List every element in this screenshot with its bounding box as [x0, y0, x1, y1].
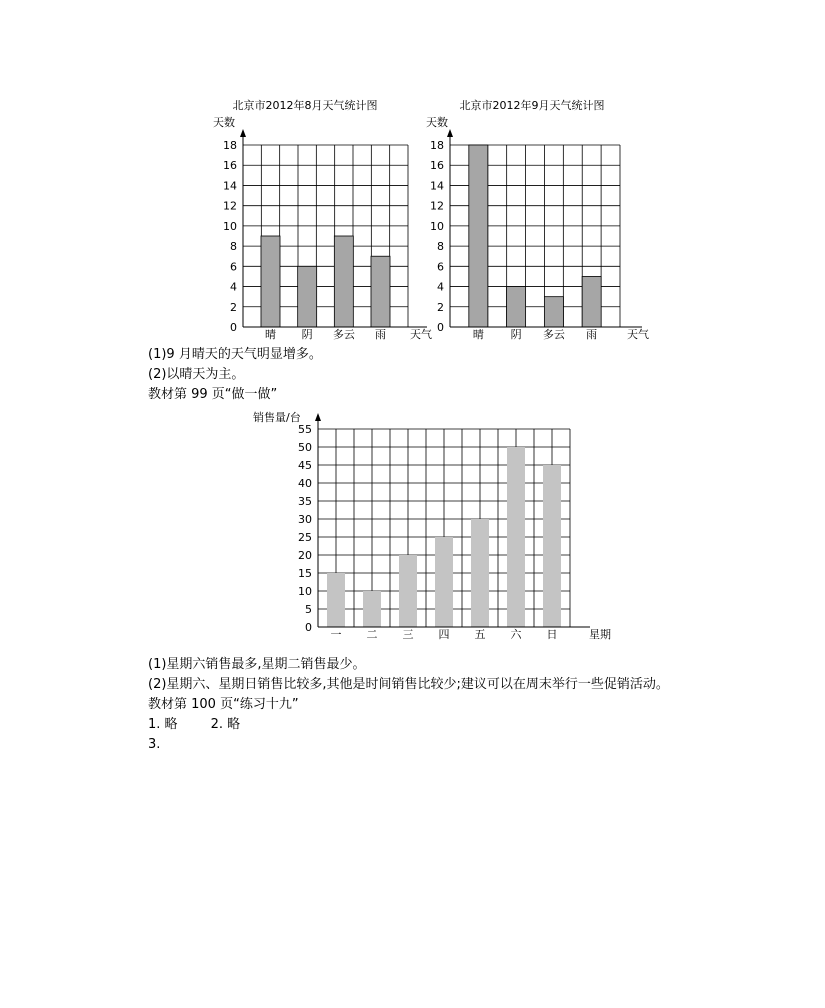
y-tick-label: 50	[298, 441, 312, 454]
heading-page-99: 教材第 99 页“做一做”	[148, 387, 278, 402]
chart-title: 北京市2012年9月天气统计图	[459, 99, 605, 112]
august-weather-chart	[205, 92, 435, 347]
bar	[469, 145, 488, 327]
y-tick-label: 14	[430, 179, 444, 193]
x-tick-label: 三	[402, 628, 414, 641]
y-tick-label: 30	[298, 513, 312, 526]
bar	[544, 297, 563, 327]
y-tick-label: 0	[230, 321, 237, 334]
y-tick-label: 25	[298, 531, 312, 544]
y-tick-label: 0	[437, 321, 444, 334]
y-tick-label: 40	[298, 477, 312, 490]
y-tick-label: 12	[223, 199, 237, 213]
bar	[471, 519, 489, 627]
y-tick-label: 10	[223, 219, 237, 233]
y-axis-arrow	[240, 129, 246, 137]
answer-3-2: 3.	[148, 737, 161, 752]
x-tick-label: 四	[438, 628, 450, 641]
bar	[327, 573, 345, 627]
y-tick-label: 5	[305, 603, 312, 616]
y-tick-label: 12	[430, 199, 444, 213]
bar	[582, 276, 601, 327]
x-tick-label: 雨	[375, 328, 386, 341]
x-tick-label: 阴	[510, 328, 522, 341]
y-tick-label: 16	[430, 159, 444, 173]
answer-2-1: (1)星期六销售最多,星期二销售最少。	[148, 657, 366, 672]
y-tick-label: 55	[298, 423, 312, 436]
y-tick-label: 18	[430, 139, 444, 152]
x-tick-label: 二	[366, 628, 378, 641]
x-tick-label: 多云	[332, 328, 355, 341]
y-tick-label: 20	[298, 549, 312, 562]
bar	[507, 287, 526, 327]
y-tick-label: 10	[298, 585, 312, 598]
chart-title: 北京市2012年8月天气统计图	[232, 99, 378, 112]
x-tick-label: 晴	[472, 328, 484, 341]
y-tick-label: 0	[305, 621, 312, 634]
answer-1-1: (1)9 月晴天的天气明显增多。	[148, 347, 322, 362]
y-tick-label: 8	[230, 240, 237, 254]
y-tick-label: 18	[223, 139, 237, 152]
y-tick-label: 14	[223, 179, 237, 193]
bar	[334, 236, 353, 327]
bar	[363, 591, 381, 627]
answer-1-2: (2)以晴天为主。	[148, 367, 245, 382]
y-tick-label: 45	[298, 459, 312, 472]
bar	[507, 447, 525, 627]
y-tick-label: 15	[298, 567, 312, 580]
y-tick-label: 16	[223, 159, 237, 173]
y-tick-label: 6	[230, 260, 237, 274]
answer-3-1: 1. 略 2. 略	[148, 717, 241, 732]
september-weather-chart	[420, 92, 650, 347]
x-tick-label: 晴	[265, 328, 276, 341]
y-tick-label: 8	[437, 240, 444, 254]
x-tick-label: 阴	[301, 328, 313, 341]
y-tick-label: 6	[437, 260, 444, 274]
y-axis-label: 天数	[213, 116, 235, 129]
bar	[371, 256, 390, 327]
bar	[543, 465, 561, 627]
y-tick-label: 4	[230, 280, 237, 294]
answer-2-2: (2)星期六、星期日销售比较多,其他是时间销售比较少;建议可以在周末举行一些促销活动。	[148, 677, 669, 692]
y-tick-label: 2	[230, 300, 237, 314]
x-tick-label: 一	[330, 628, 342, 641]
bar	[298, 266, 317, 327]
bar	[261, 236, 280, 327]
y-tick-label: 35	[298, 495, 312, 508]
y-axis-arrow	[315, 413, 321, 421]
y-tick-label: 4	[437, 280, 444, 294]
y-axis-arrow	[447, 129, 453, 137]
x-axis-label: 天气	[627, 328, 649, 341]
weekly-sales-chart	[245, 402, 615, 647]
bar	[435, 537, 453, 627]
x-tick-label: 六	[510, 628, 522, 641]
x-tick-label: 多云	[542, 328, 565, 341]
x-axis-label: 天气	[410, 328, 432, 341]
y-tick-label: 2	[437, 300, 444, 314]
x-tick-label: 五	[474, 628, 486, 641]
x-axis-label: 星期	[589, 628, 611, 641]
y-axis-label: 销售量/台	[253, 411, 301, 424]
y-tick-label: 10	[430, 219, 444, 233]
heading-page-100: 教材第 100 页“练习十九”	[148, 697, 299, 712]
x-tick-label: 雨	[586, 328, 598, 341]
y-axis-label: 天数	[426, 116, 448, 129]
x-tick-label: 日	[546, 628, 558, 641]
bar	[399, 555, 417, 627]
